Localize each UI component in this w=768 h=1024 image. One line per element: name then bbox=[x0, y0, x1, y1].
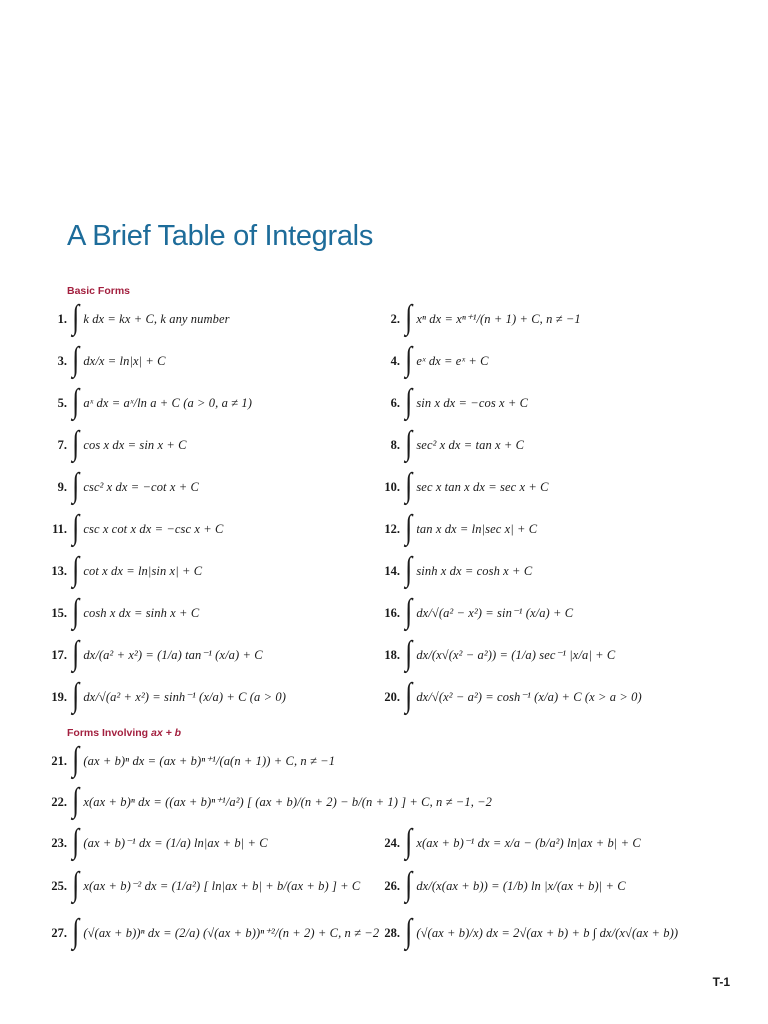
formula-expression: (√(ax + b))ⁿ dx = (2/a) (√(ax + b))ⁿ⁺²/(n + 2) + C, n ≠ −2 bbox=[83, 926, 380, 940]
formula-number: 8. bbox=[390, 437, 400, 452]
integral-sign-icon: ∫ bbox=[405, 823, 413, 860]
integral-sign-icon: ∫ bbox=[72, 383, 80, 420]
formula-24 bbox=[378, 823, 641, 863]
formula-19 bbox=[45, 677, 286, 717]
formula-number: 16. bbox=[384, 605, 400, 620]
formula-expression: (ax + b)ⁿ dx = (ax + b)ⁿ⁺¹/(a(n + 1)) + C, n ≠ −1 bbox=[83, 754, 336, 768]
formula-number: 4. bbox=[390, 353, 400, 368]
formula-expression: xⁿ dx = xⁿ⁺¹/(n + 1) + C, n ≠ −1 bbox=[416, 312, 581, 326]
formula-number: 24. bbox=[384, 835, 400, 850]
formula-number: 11. bbox=[52, 521, 67, 536]
formula-expression: x(ax + b)ⁿ dx = ((ax + b)ⁿ⁺¹/a²) [ (ax + b)/(n + 2) − b/(n + 1) ] + C, n ≠ −1, −2 bbox=[83, 795, 493, 809]
formula-number: 17. bbox=[51, 647, 67, 662]
integral-sign-icon: ∫ bbox=[405, 551, 413, 588]
formula-expression: dx/(x√(x² − a²)) = (1/a) sec⁻¹ |x/a| + C bbox=[416, 648, 616, 662]
formula-16 bbox=[378, 593, 573, 633]
formula-10 bbox=[378, 467, 549, 507]
integral-sign-icon: ∫ bbox=[405, 635, 413, 672]
integral-sign-icon: ∫ bbox=[72, 551, 80, 588]
formula-15 bbox=[45, 593, 199, 633]
formula-number: 18. bbox=[384, 647, 400, 662]
integral-sign-icon: ∫ bbox=[72, 467, 80, 504]
integral-sign-icon: ∫ bbox=[72, 425, 80, 462]
formula-number: 14. bbox=[384, 563, 400, 578]
integral-sign-icon: ∫ bbox=[405, 677, 413, 714]
section-heading-text: Forms Involving bbox=[67, 727, 152, 739]
formula-number: 2. bbox=[390, 311, 400, 326]
formula-number: 25. bbox=[51, 878, 67, 893]
formula-number: 15. bbox=[51, 605, 67, 620]
integral-sign-icon: ∫ bbox=[405, 593, 413, 630]
formula-number: 26. bbox=[384, 878, 400, 893]
integral-sign-icon: ∫ bbox=[72, 635, 80, 672]
formula-21 bbox=[45, 741, 335, 781]
formula-6 bbox=[378, 383, 528, 423]
formula-expression: sinh x dx = cosh x + C bbox=[416, 563, 533, 578]
formula-number: 12. bbox=[384, 521, 400, 536]
integral-sign-icon: ∫ bbox=[405, 509, 413, 546]
formula-27 bbox=[45, 913, 379, 953]
formula-expression: cosh x dx = sinh x + C bbox=[83, 605, 200, 620]
integral-sign-icon: ∫ bbox=[405, 425, 413, 462]
formula-expression: dx/√(a² + x²) = sinh⁻¹ (x/a) + C (a > 0) bbox=[83, 690, 287, 704]
integral-sign-icon: ∫ bbox=[72, 677, 80, 714]
formula-11 bbox=[45, 509, 223, 549]
formula-20 bbox=[378, 677, 642, 717]
formula-expression: csc x cot x dx = −csc x + C bbox=[83, 521, 224, 536]
section-heading-basic-forms: Basic Forms bbox=[67, 285, 131, 297]
section-heading-math: ax + b bbox=[151, 727, 182, 739]
formula-number: 22. bbox=[51, 794, 67, 809]
formula-expression: sin x dx = −cos x + C bbox=[416, 395, 529, 410]
formula-number: 19. bbox=[51, 689, 67, 704]
formula-expression: cos x dx = sin x + C bbox=[83, 437, 187, 452]
formula-28 bbox=[378, 913, 678, 953]
formula-23 bbox=[45, 823, 268, 863]
formula-number: 28. bbox=[384, 925, 400, 940]
formula-number: 3. bbox=[57, 353, 67, 368]
integral-sign-icon: ∫ bbox=[72, 866, 80, 903]
formula-expression: aˣ dx = aˣ/ln a + C (a > 0, a ≠ 1) bbox=[83, 395, 252, 410]
formula-22 bbox=[45, 782, 492, 822]
formula-expression: (√(ax + b)/x) dx = 2√(ax + b) + b ∫ dx/(x√(ax + b)) bbox=[416, 925, 679, 940]
integral-sign-icon: ∫ bbox=[405, 299, 413, 336]
formula-number: 23. bbox=[51, 835, 67, 850]
formula-expression: sec² x dx = tan x + C bbox=[416, 437, 525, 452]
integral-sign-icon: ∫ bbox=[405, 383, 413, 420]
formula-number: 20. bbox=[384, 689, 400, 704]
integral-sign-icon: ∫ bbox=[405, 467, 413, 504]
formula-3 bbox=[45, 341, 166, 381]
formula-expression: x(ax + b)⁻¹ dx = x/a − (b/a²) ln|ax + b| + C bbox=[416, 836, 641, 850]
formula-25 bbox=[45, 866, 360, 906]
formula-expression: dx/(x(ax + b)) = (1/b) ln |x/(ax + b)| + C bbox=[416, 878, 626, 893]
formula-expression: eˣ dx = eˣ + C bbox=[416, 353, 489, 368]
formula-5 bbox=[45, 383, 252, 423]
integral-sign-icon: ∫ bbox=[72, 341, 80, 378]
integral-sign-icon: ∫ bbox=[405, 866, 413, 903]
formula-number: 9. bbox=[57, 479, 67, 494]
formula-expression: x(ax + b)⁻² dx = (1/a²) [ ln|ax + b| + b/(ax + b) ] + C bbox=[83, 879, 361, 893]
formula-expression: dx/(a² + x²) = (1/a) tan⁻¹ (x/a) + C bbox=[83, 648, 263, 662]
formula-8 bbox=[378, 425, 524, 465]
formula-13 bbox=[45, 551, 202, 591]
formula-4 bbox=[378, 341, 489, 381]
page-title: A Brief Table of Integrals bbox=[67, 220, 374, 252]
formula-expression: tan x dx = ln|sec x| + C bbox=[416, 521, 538, 536]
formula-expression: dx/√(a² − x²) = sin⁻¹ (x/a) + C bbox=[416, 606, 574, 620]
formula-number: 27. bbox=[51, 925, 67, 940]
section-heading-forms-involving-ax-plus-b bbox=[67, 727, 181, 739]
formula-expression: (ax + b)⁻¹ dx = (1/a) ln|ax + b| + C bbox=[83, 836, 268, 850]
formula-number: 5. bbox=[57, 395, 67, 410]
formula-expression: csc² x dx = −cot x + C bbox=[83, 479, 199, 494]
formula-2 bbox=[378, 299, 581, 339]
formula-number: 7. bbox=[57, 437, 67, 452]
formula-expression: dx/x = ln|x| + C bbox=[83, 353, 166, 368]
formula-number: 1. bbox=[57, 311, 67, 326]
integral-sign-icon: ∫ bbox=[72, 741, 80, 778]
formula-1 bbox=[45, 299, 230, 339]
integral-sign-icon: ∫ bbox=[72, 823, 80, 860]
integral-sign-icon: ∫ bbox=[72, 299, 80, 336]
formula-number: 6. bbox=[390, 395, 400, 410]
formula-18 bbox=[378, 635, 615, 675]
formula-17 bbox=[45, 635, 263, 675]
integral-sign-icon: ∫ bbox=[72, 509, 80, 546]
formula-26 bbox=[378, 866, 626, 906]
formula-number: 21. bbox=[51, 753, 67, 768]
integral-sign-icon: ∫ bbox=[72, 593, 80, 630]
formula-14 bbox=[378, 551, 532, 591]
formula-expression: sec x tan x dx = sec x + C bbox=[416, 479, 549, 494]
formula-number: 10. bbox=[384, 479, 400, 494]
integral-sign-icon: ∫ bbox=[405, 341, 413, 378]
formula-number: 13. bbox=[51, 563, 67, 578]
page-number: T-1 bbox=[712, 975, 730, 989]
integral-sign-icon: ∫ bbox=[72, 782, 80, 819]
integral-sign-icon: ∫ bbox=[72, 913, 80, 950]
formula-expression: dx/√(x² − a²) = cosh⁻¹ (x/a) + C (x > a > 0) bbox=[416, 690, 642, 704]
formula-12 bbox=[378, 509, 537, 549]
formula-9 bbox=[45, 467, 199, 507]
integral-sign-icon: ∫ bbox=[405, 913, 413, 950]
formula-expression: k dx = kx + C, k any number bbox=[83, 311, 230, 326]
formula-expression: cot x dx = ln|sin x| + C bbox=[83, 563, 203, 578]
formula-7 bbox=[45, 425, 187, 465]
